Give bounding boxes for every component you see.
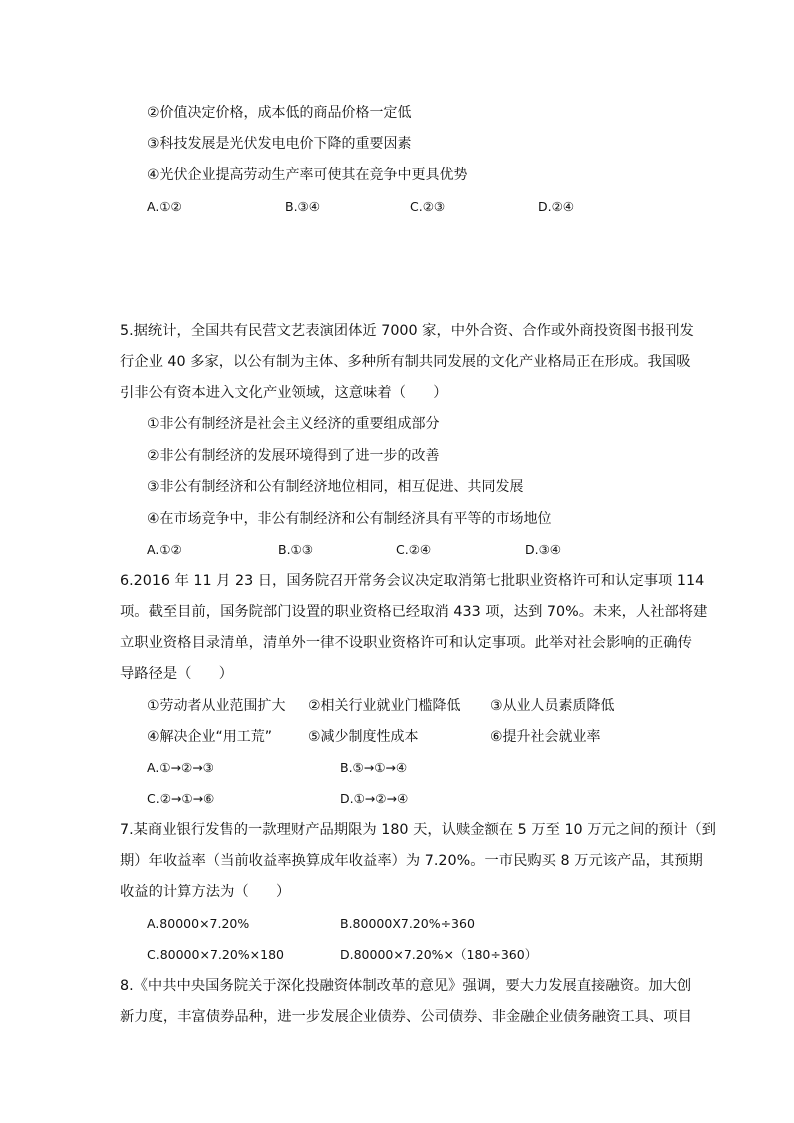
q4-item-3: ③科技发展是光伏发电电价下降的重要因素 <box>147 136 412 152</box>
q4-choice-d: D.②④ <box>538 199 575 214</box>
q7-stem-line-3: 收益的计算方法为（ ） <box>120 884 291 900</box>
q8-stem-line-1: 8.《中共中央国务院关于深化投融资体制改革的意见》强调，要大力发展直接融资。加大创 <box>120 978 692 994</box>
q5-choice-d: D.③④ <box>525 542 562 557</box>
q7-choice-c: C.80000×7.20%×180 <box>147 947 284 962</box>
q5-stem-line-1: 5.据统计，全国共有民营文艺表演团体近 7000 家，中外合资、合作或外商投资图书报刊发 <box>120 323 694 339</box>
q8-stem-line-2: 新力度，丰富债券品种，进一步发展企业债券、公司债券、非金融企业债务融资工具、项目 <box>120 1009 692 1025</box>
q6-stem-line-3: 立职业资格目录清单，清单外一律不设职业资格许可和认定事项。此举对社会影响的正确传 <box>120 635 692 651</box>
q6-item-6: ⑥提升社会就业率 <box>490 729 601 745</box>
q5-item-1: ①非公有制经济是社会主义经济的重要组成部分 <box>147 416 440 432</box>
q6-choice-c: C.②→①→⑥ <box>147 791 215 806</box>
q5-choice-c: C.②④ <box>396 542 432 557</box>
q6-item-5: ⑤减少制度性成本 <box>308 729 419 745</box>
q6-item-1: ①劳动者从业范围扩大 <box>147 698 286 714</box>
q6-choice-a: A.①→②→③ <box>147 760 214 775</box>
q7-choice-a: A.80000×7.20% <box>147 916 250 931</box>
q7-stem-line-2: 期）年收益率（当前收益率换算成年收益率）为 7.20%。一市民购买 8 万元该产品，其预期 <box>120 853 703 869</box>
q5-item-4: ④在市场竞争中，非公有制经济和公有制经济具有平等的市场地位 <box>147 511 552 527</box>
q6-choice-b: B.⑤→①→④ <box>340 760 408 775</box>
q7-stem-line-1: 7.某商业银行发售的一款理财产品期限为 180 天，认赎金额在 5 万至 10 万元之间的预计（到 <box>120 822 716 838</box>
q5-stem-line-2: 行企业 40 多家，以公有制为主体、多种所有制共同发展的文化产业格局正在形成。我国吸 <box>120 354 691 370</box>
q6-stem-line-2: 项。截至目前，国务院部门设置的职业资格已经取消 433 项，达到 70%。未来，人社部将建 <box>120 604 708 620</box>
q7-choice-d: D.80000×7.20%×（180÷360） <box>340 947 538 962</box>
q4-choice-c: C.②③ <box>410 199 446 214</box>
q6-stem-line-4: 导路径是（ ） <box>120 666 234 682</box>
q4-choice-a: A.①② <box>147 199 182 214</box>
q6-choice-d: D.①→②→④ <box>340 791 409 806</box>
q4-item-2: ②价值决定价格，成本低的商品价格一定低 <box>147 105 412 121</box>
q7-choice-b: B.80000X7.20%÷360 <box>340 916 475 931</box>
q5-item-3: ③非公有制经济和公有制经济地位相同，相互促进、共同发展 <box>147 479 524 495</box>
q6-item-3: ③从业人员素质降低 <box>490 698 615 714</box>
q5-choice-a: A.①② <box>147 542 182 557</box>
q6-item-2: ②相关行业就业门槛降低 <box>308 698 461 714</box>
q5-stem-line-3: 引非公有资本进入文化产业领域，这意味着（ ） <box>120 385 448 401</box>
q4-choice-b: B.③④ <box>285 199 320 214</box>
q5-choice-b: B.①③ <box>278 542 313 557</box>
q4-item-4: ④光伏企业提高劳动生产率可使其在竞争中更具优势 <box>147 167 468 183</box>
q6-stem-line-1: 6.2016 年 11 月 23 日，国务院召开常务会议决定取消第七批职业资格许可和认定事项 114 <box>120 573 705 589</box>
q6-item-4: ④解决企业“用工荒” <box>147 729 273 745</box>
q5-item-2: ②非公有制经济的发展环境得到了进一步的改善 <box>147 448 440 464</box>
